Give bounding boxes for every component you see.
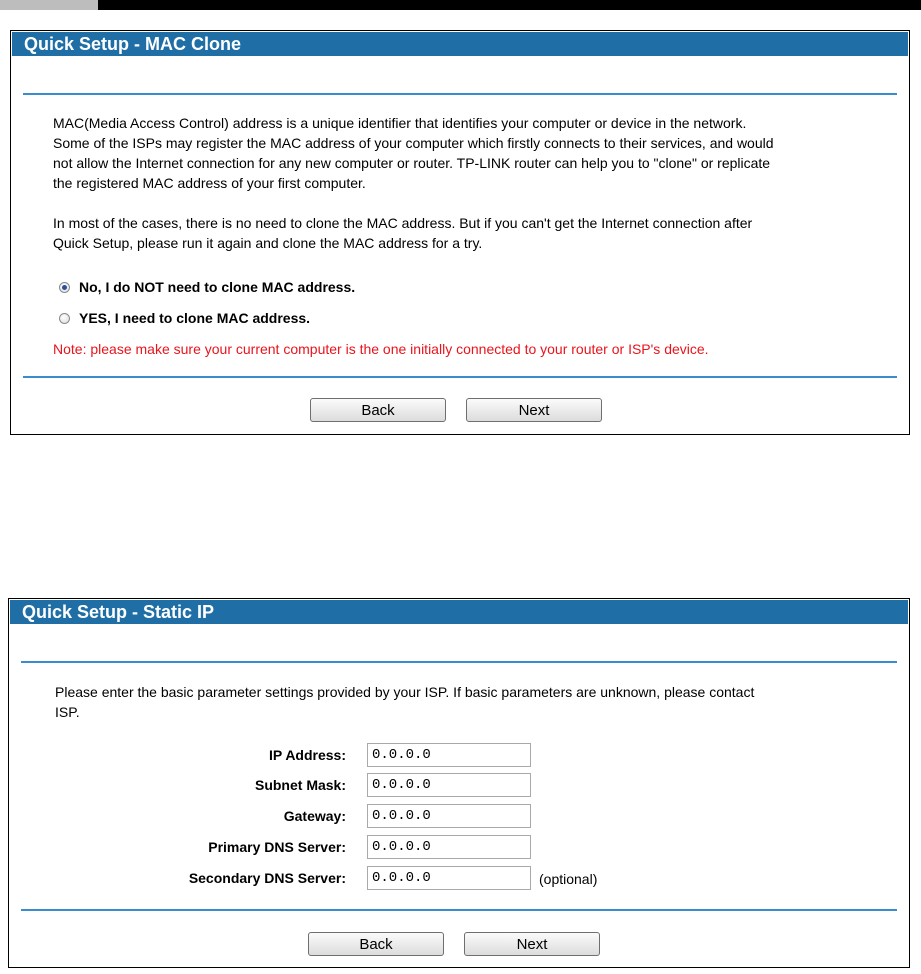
top-bar-tab (0, 0, 98, 10)
subnet-mask-label: Subnet Mask: (254, 777, 346, 793)
option-no-clone-label: No, I do NOT need to clone MAC address. (79, 279, 356, 295)
mac-clone-panel (10, 30, 910, 435)
divider-top (23, 93, 897, 95)
back-button[interactable]: Back (308, 932, 444, 956)
divider-top (21, 661, 897, 663)
mac-clone-title: Quick Setup - MAC Clone (12, 32, 908, 56)
primary-dns-input[interactable] (367, 835, 531, 859)
static-ip-intro: Please enter the basic parameter settings provided by your ISP. If basic parameters are unknown, please contact ISP. (55, 684, 755, 720)
divider-bottom (21, 909, 897, 911)
optional-hint: (optional) (539, 871, 598, 887)
secondary-dns-input[interactable] (367, 866, 531, 890)
primary-dns-label: Primary DNS Server: (208, 839, 346, 855)
ip-address-input[interactable] (367, 743, 531, 767)
top-bar (0, 0, 921, 10)
radio-clone[interactable] (59, 313, 70, 324)
static-ip-title: Quick Setup - Static IP (10, 600, 908, 624)
next-button[interactable]: Next (464, 932, 600, 956)
radio-no-clone[interactable] (59, 282, 70, 293)
mac-clone-advice: In most of the cases, there is no need to clone the MAC address. But if you can't get the Internet connection after Quick Setup, please run it again and clone the MAC address for a try. (53, 215, 753, 251)
ip-address-label: IP Address: (268, 747, 346, 763)
option-clone[interactable] (59, 308, 310, 328)
subnet-mask-input[interactable] (367, 773, 531, 797)
static-ip-panel (8, 598, 910, 968)
back-button[interactable]: Back (310, 398, 446, 422)
option-no-clone[interactable] (59, 277, 355, 297)
secondary-dns-label: Secondary DNS Server: (188, 870, 346, 886)
next-button[interactable]: Next (466, 398, 602, 422)
gateway-input[interactable] (367, 804, 531, 828)
divider-bottom (23, 376, 897, 378)
option-clone-label: YES, I need to clone MAC address. (79, 310, 311, 326)
mac-clone-note: Note: please make sure your current computer is the one initially connected to your router or ISP's device. (53, 341, 709, 357)
mac-clone-description: MAC(Media Access Control) address is a unique identifier that identifies your computer or device in the network. Some of the ISPs may register the MAC address of your computer which firstly connects to their services, and would not allow the Internet connection for any new computer or router. TP-LINK router can help you to "clone" or replicate the registered MAC address of your first computer. (53, 115, 774, 191)
gateway-label: Gateway: (283, 808, 346, 824)
